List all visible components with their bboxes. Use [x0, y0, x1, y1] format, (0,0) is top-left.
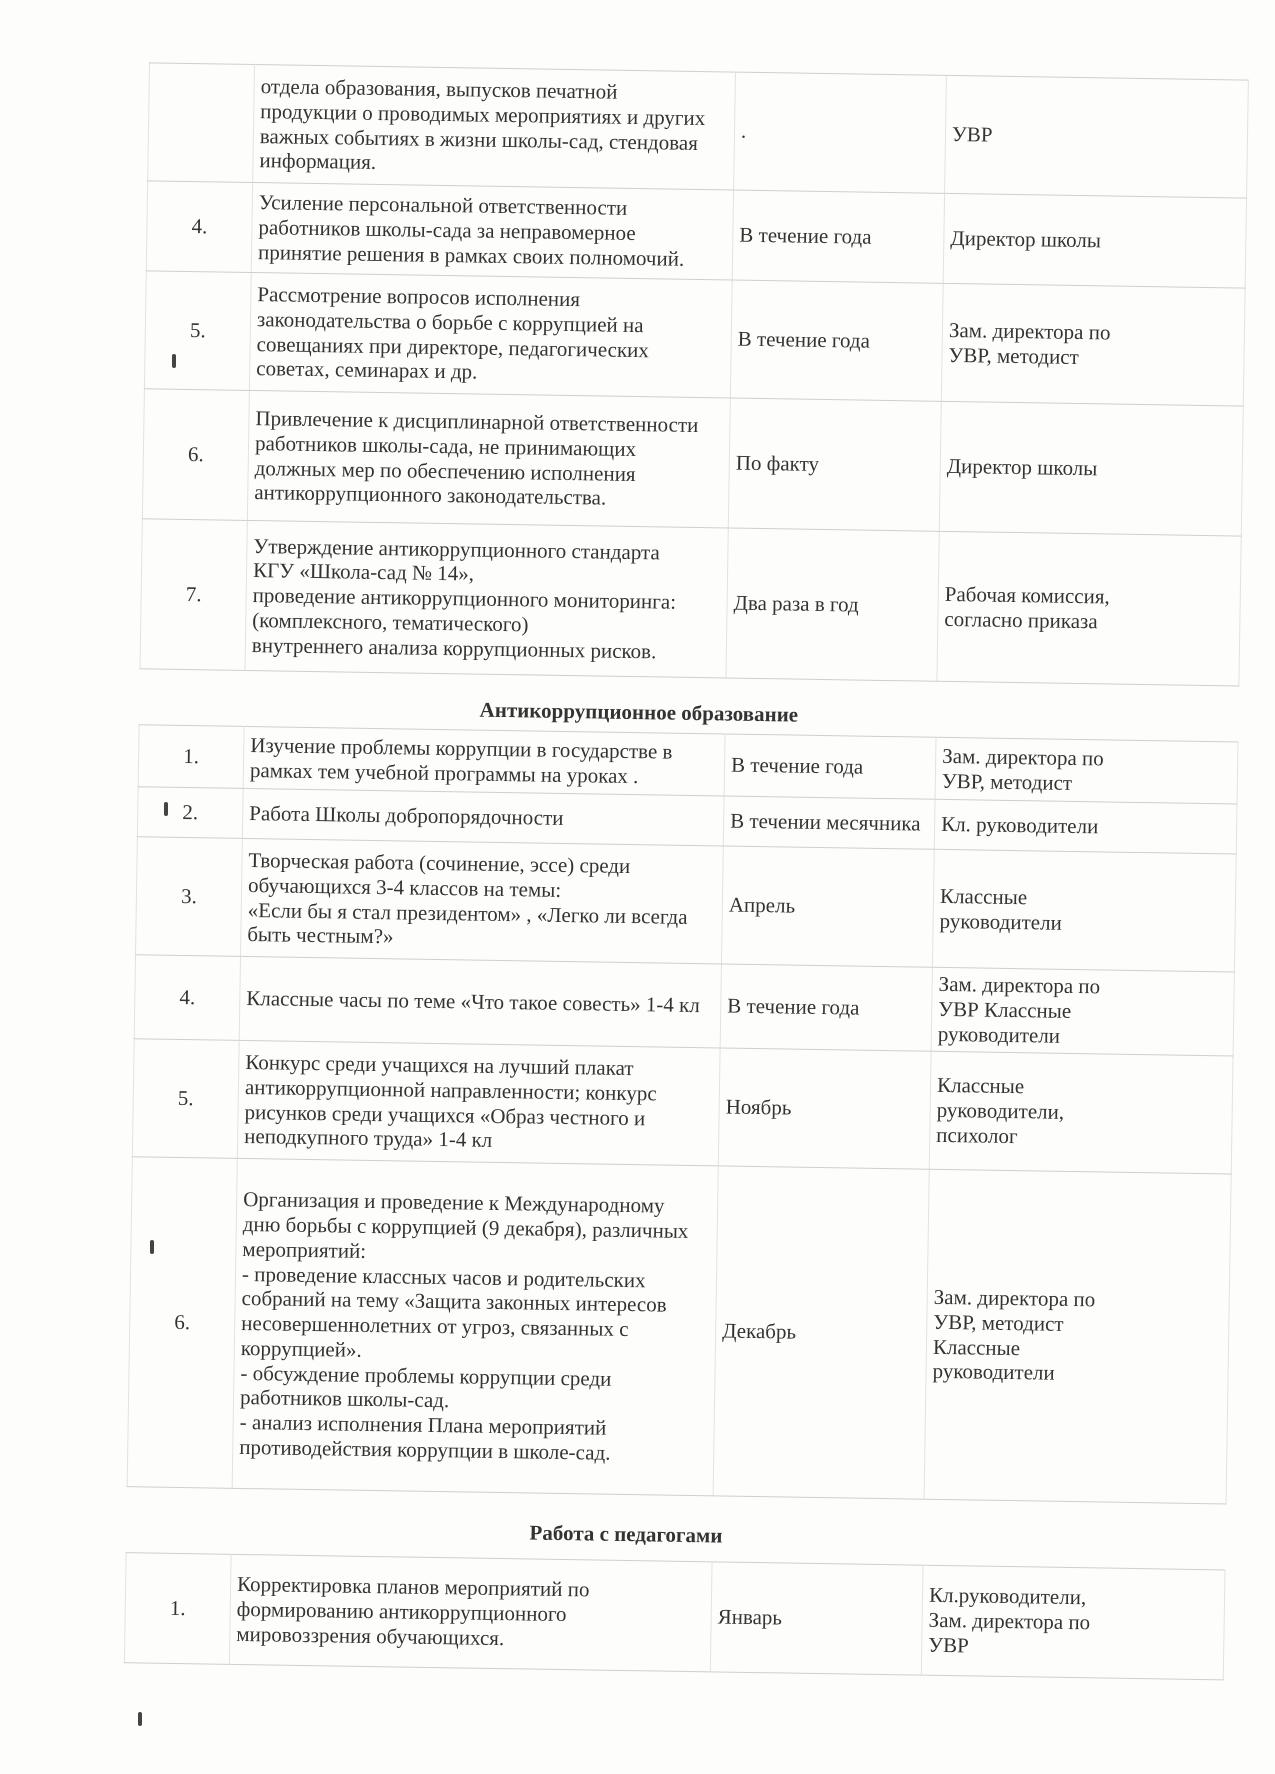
description-line: противодействия коррупции в школе-сад. [239, 1434, 611, 1465]
responsible-line: руководители [937, 1021, 1061, 1048]
description-line: рамках тем учебной программы на уроках . [249, 757, 639, 788]
responsible-line: УВР, методист [941, 768, 1073, 795]
responsible-person [934, 799, 1237, 854]
responsible-line: Классные [939, 883, 1028, 909]
section-heading-teachers: Работа с педагогами [529, 1520, 723, 1548]
responsible-person [935, 737, 1238, 804]
activity-description [229, 1554, 712, 1672]
description-line: Изучение проблемы коррупции в государстве в [250, 732, 673, 764]
description-line: дню борьбы с коррупцией (9 декабря), различных [242, 1212, 689, 1244]
description-line: Рассмотрение вопросов исполнения [257, 282, 581, 312]
row-number: 7. [140, 519, 247, 671]
responsible-line: психолог [936, 1122, 1018, 1148]
table-row [124, 1553, 1225, 1680]
activity-term: В течении месячника [723, 796, 935, 849]
activity-description [243, 726, 725, 796]
description-line: мероприятий: [242, 1236, 367, 1263]
description-line: - проведение классных часов и родительских [241, 1261, 646, 1292]
description-line: Организация и проведение к Международному [243, 1187, 665, 1218]
table-row [132, 1039, 1233, 1174]
plan-table-teachers [124, 1552, 1226, 1680]
description-line: работников школы-сада за неправомерное [258, 215, 636, 246]
description-line: Усиление персональной ответственности [258, 190, 628, 221]
plan-table [127, 724, 1239, 1504]
description-line: важных событиях в жизни школы-сад, стендовая [259, 123, 699, 155]
activity-term: По факту [728, 398, 941, 531]
responsible-line: Директор школы [950, 226, 1102, 253]
description-line: продукции о проводимых мероприятиях и других [260, 98, 706, 130]
description-line: Конкурс среди учащихся на лучший плакат [245, 1049, 634, 1081]
section-heading-education: Антикоррупционное образование [479, 697, 799, 727]
description-line: рисунков среди учащихся «Образ честного и [244, 1099, 646, 1130]
description-line: отдела образования, выпусков печатной [260, 74, 618, 104]
responsible-line: УВР Классные [938, 996, 1072, 1024]
responsible-line: Рабочая комиссия, [944, 581, 1110, 609]
description-line: должных мер по обеспечению исполнения [254, 455, 636, 486]
responsible-person [924, 1169, 1231, 1504]
description-line: Творческая работа (сочинение, эссе) среди [248, 847, 631, 878]
description-line: Работа Школы добропорядочности [249, 801, 564, 831]
responsible-person [941, 283, 1245, 406]
description-line: антикоррупционного законодательства. [254, 480, 607, 510]
description-line: принятие решения в рамках своих полномочий. [257, 239, 685, 271]
activity-description [239, 956, 721, 1048]
responsible-line: Зам. директора по [942, 743, 1104, 771]
description-line: совещаниях при директоре, педагогических [256, 331, 650, 362]
activity-description [245, 520, 728, 678]
activity-term: В течение года [720, 964, 932, 1051]
description-line: несовершеннолетних от угроз, связанных с [241, 1311, 629, 1342]
responsible-person [939, 401, 1243, 536]
activity-description [251, 182, 733, 280]
row-number: 5. [144, 271, 251, 391]
responsible-line: УВР [951, 122, 993, 147]
activity-description [237, 1040, 720, 1166]
table-row [136, 837, 1237, 972]
description-line: информация. [259, 148, 377, 175]
activity-description [249, 272, 732, 398]
activity-term: Апрель [721, 846, 934, 967]
activity-term: Два раза в год [726, 528, 939, 681]
description-line: советах, семинарах и др. [256, 356, 478, 384]
description-line: (комплексного, тематического) [252, 607, 529, 637]
plan-table-education [127, 724, 1239, 1504]
responsible-line: согласно приказа [944, 606, 1098, 633]
description-line: работников школы-сада, не принимающих [254, 430, 637, 461]
responsible-person [931, 967, 1234, 1056]
responsible-line: Классные [932, 1334, 1021, 1360]
responsible-person [921, 1565, 1225, 1680]
table-row [146, 181, 1246, 288]
description-line: коррупцией». [240, 1335, 362, 1362]
responsible-person [943, 193, 1246, 288]
scan-speck [172, 354, 176, 368]
activity-description [247, 390, 730, 528]
responsible-line: Зам. директора по [933, 1284, 1096, 1312]
activity-description [253, 65, 736, 191]
table-row [140, 519, 1241, 686]
responsible-line: Зам. директора по [928, 1607, 1091, 1635]
description-line: формированию антикоррупционного [236, 1597, 567, 1627]
responsible-person [937, 531, 1241, 686]
responsible-line: Зам. директора по [938, 972, 1101, 999]
responsible-line: Директор школы [946, 454, 1098, 481]
description-line: КГУ «Школа-сад № 14», [252, 558, 475, 586]
description-line: - анализ исполнения Плана мероприятий [239, 1410, 607, 1440]
activity-term: . [734, 72, 947, 193]
description-line: Классные часы по теме «Что такое совесть» 1-4 кл [246, 986, 700, 1018]
description-line: проведение антикоррупционного мониторинга: [252, 583, 677, 614]
description-line: «Если бы я стал президентом» , «Легко ли всегда [247, 897, 688, 929]
description-line: собраний на тему «Защита законных интересов [241, 1286, 667, 1317]
scan-speck [150, 1240, 154, 1254]
responsible-person [932, 849, 1236, 972]
description-line: неподкупного труда» 1-4 кл [243, 1124, 493, 1153]
table-row [144, 271, 1245, 406]
description-line: Корректировка планов мероприятий по [236, 1572, 590, 1602]
responsible-line: УВР, методист [948, 342, 1079, 369]
plan-table-general [140, 62, 1249, 686]
activity-term: Январь [710, 1562, 923, 1675]
activity-term: В течение года [730, 280, 943, 401]
responsible-line: руководители [932, 1359, 1055, 1386]
responsible-line: УВР [928, 1632, 970, 1658]
row-number [148, 63, 255, 183]
description-line: законодательства о борьбе с коррупцией на [256, 306, 644, 337]
description-line: антикоррупционной направленности; конкурс [244, 1074, 657, 1106]
plan-table [140, 62, 1249, 686]
description-line: Привлечение к дисциплинарной ответственности [255, 406, 699, 437]
scan-speck [138, 1712, 142, 1726]
row-number: 6. [127, 1157, 237, 1489]
row-number: 6. [142, 389, 249, 521]
description-line: мировоззрения обучающихся. [236, 1621, 505, 1650]
responsible-line: Зам. директора по [948, 317, 1111, 345]
responsible-line: Кл. руководители [940, 811, 1099, 839]
responsible-line: Классные [936, 1073, 1025, 1099]
table-row [148, 63, 1249, 198]
scan-speck [164, 802, 168, 816]
description-line: обучающихся 3-4 классов на темы: [247, 872, 562, 902]
description-line: - обсуждение проблемы коррупции среди [240, 1360, 612, 1391]
table-row [127, 1157, 1231, 1504]
responsible-person [945, 75, 1249, 198]
activity-term: Декабрь [713, 1166, 929, 1499]
row-number: 3. [136, 837, 243, 957]
description-line: Утверждение антикоррупционного стандарта [253, 533, 660, 565]
activity-description [232, 1158, 718, 1496]
activity-term: Ноябрь [718, 1048, 931, 1169]
activity-term: В течение года [724, 734, 936, 799]
table-row [142, 389, 1243, 536]
row-number: 4. [146, 181, 252, 273]
responsible-line: УВР, методист [933, 1309, 1064, 1336]
row-number: 2. [137, 787, 243, 839]
activity-description [242, 788, 724, 846]
description-line: внутреннего анализа коррупционных рисков. [251, 632, 657, 664]
plan-table [124, 1552, 1226, 1680]
responsible-line: руководители, [936, 1097, 1065, 1124]
row-number: 5. [132, 1039, 239, 1159]
activity-term: В течение года [732, 190, 944, 283]
responsible-line: Кл.руководители, [928, 1583, 1087, 1610]
activity-description [241, 838, 724, 964]
responsible-person [929, 1051, 1233, 1174]
responsible-line: руководители [939, 908, 1063, 935]
row-number: 1. [138, 725, 244, 789]
row-number: 4. [134, 955, 240, 1041]
description-line: быть честным?» [247, 922, 394, 949]
row-number: 1. [124, 1553, 231, 1665]
description-line: работников школы-сад. [239, 1385, 450, 1413]
